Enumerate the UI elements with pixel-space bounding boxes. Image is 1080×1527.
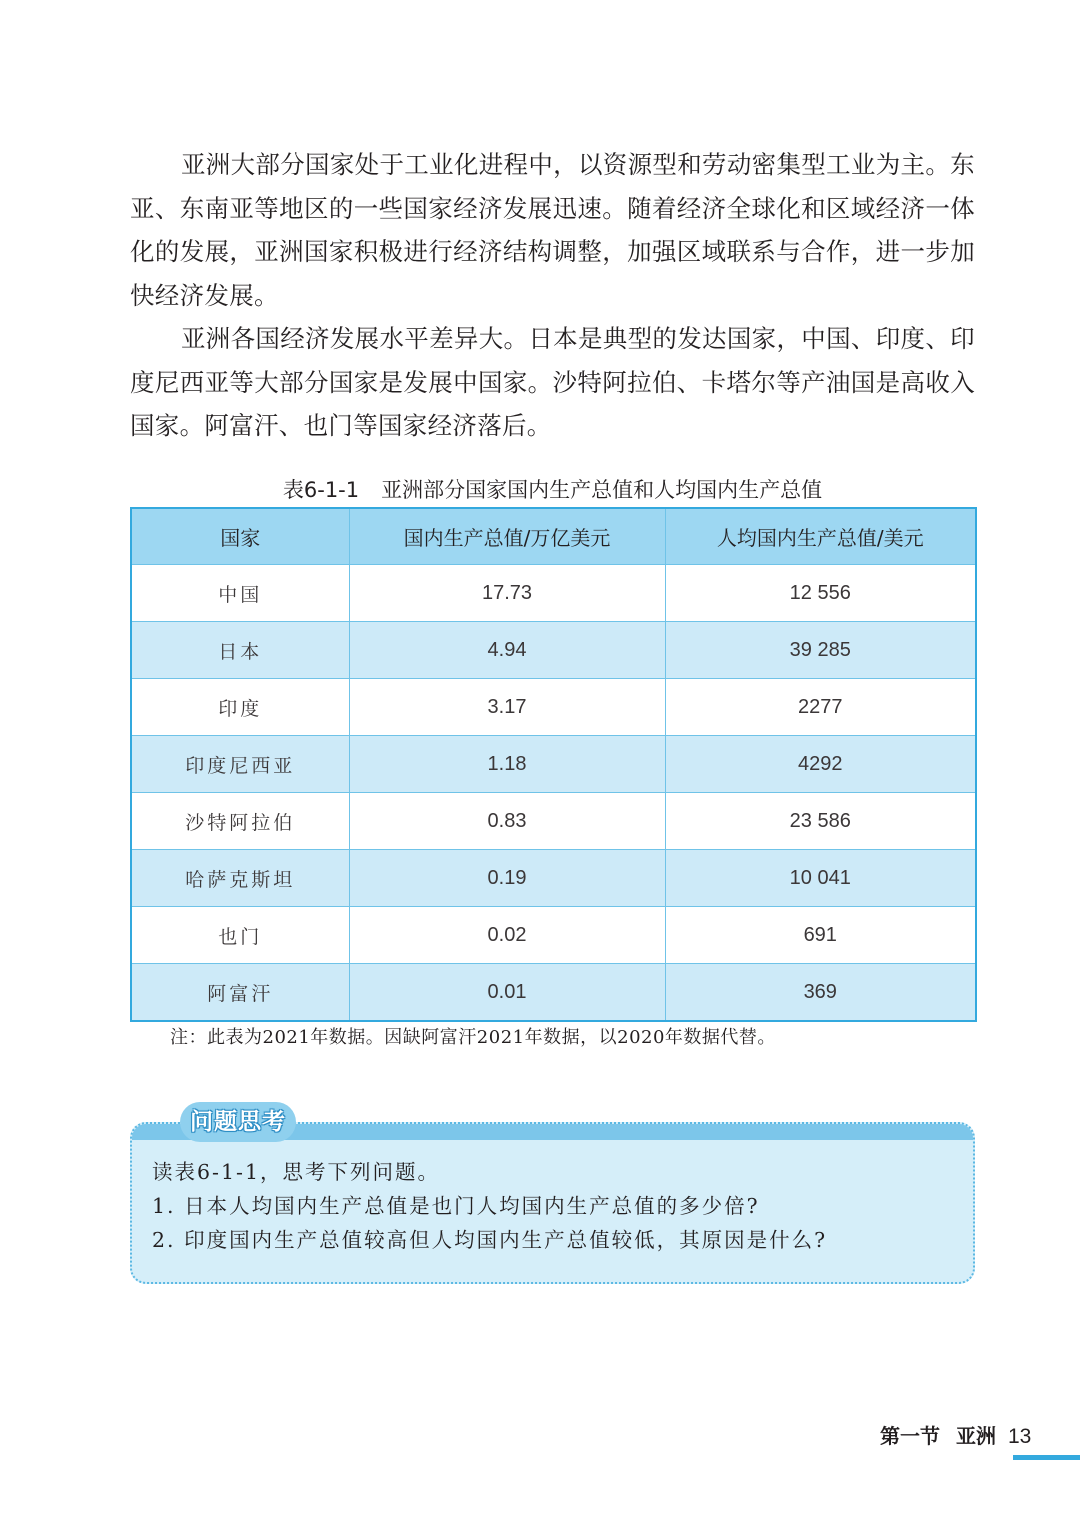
- think-tag: 问题思考: [180, 1102, 296, 1142]
- page-number: 13: [1008, 1425, 1032, 1448]
- cell-gdp: 4.94: [349, 622, 665, 679]
- table-row: [131, 964, 976, 1022]
- table-row: [131, 679, 976, 736]
- table-note: 注：此表为2021年数据。因缺阿富汗2021年数据，以2020年数据代替。: [170, 1027, 776, 1048]
- table-caption-number: 表6-1-1: [282, 478, 360, 502]
- think-question-2: 2. 印度国内生产总值较高但人均国内生产总值较低，其原因是什么?: [152, 1228, 828, 1252]
- table-row: [131, 622, 976, 679]
- cell-country: 也门: [131, 907, 349, 964]
- cell-gdp-per-capita: 369: [665, 964, 976, 1022]
- cell-gdp: 0.83: [349, 793, 665, 850]
- gdp-table: [130, 507, 977, 1022]
- table-row: [131, 565, 976, 622]
- body-paragraph-1: 亚洲大部分国家处于工业化进程中，以资源型和劳动密集型工业为主。东亚、东南亚等地区的一些国家经济发展迅速。随着经济全球化和区域经济一体化的发展，亚洲国家积极进行经济结构调整，加强区域联系与合作，进一步加快经济发展。: [130, 150, 975, 310]
- cell-country: 沙特阿拉伯: [131, 793, 349, 850]
- cell-gdp-per-capita: 2277: [665, 679, 976, 736]
- table-row: [131, 793, 976, 850]
- cell-gdp: 0.19: [349, 850, 665, 907]
- cell-country: 阿富汗: [131, 964, 349, 1022]
- cell-gdp-per-capita: 4292: [665, 736, 976, 793]
- think-intro: 读表6-1-1，思考下列问题。: [152, 1160, 440, 1184]
- header-gdp-per-capita: 人均国内生产总值/美元: [665, 508, 976, 565]
- cell-country: 哈萨克斯坦: [131, 850, 349, 907]
- think-question-1: 1. 日本人均国内生产总值是也门人均国内生产总值的多少倍?: [152, 1194, 760, 1218]
- table-header-row: [131, 508, 976, 565]
- cell-gdp: 0.01: [349, 964, 665, 1022]
- footer-accent-bar: [1013, 1455, 1080, 1460]
- body-paragraph-2: 亚洲各国经济发展水平差异大。日本是典型的发达国家，中国、印度、印度尼西亚等大部分国家是发展中国家。沙特阿拉伯、卡塔尔等产油国是高收入国家。阿富汗、也门等国家经济落后。: [130, 324, 975, 440]
- cell-country: 印度尼西亚: [131, 736, 349, 793]
- cell-gdp-per-capita: 23 586: [665, 793, 976, 850]
- think-questions: [152, 1155, 962, 1257]
- page-footer: [880, 1420, 1031, 1453]
- footer-section: 第一节: [880, 1424, 940, 1448]
- cell-gdp-per-capita: 12 556: [665, 565, 976, 622]
- header-gdp: 国内生产总值/万亿美元: [349, 508, 665, 565]
- table-row: [131, 850, 976, 907]
- cell-country: 中国: [131, 565, 349, 622]
- header-country: 国家: [131, 508, 349, 565]
- cell-gdp-per-capita: 10 041: [665, 850, 976, 907]
- table-row: [131, 907, 976, 964]
- cell-gdp: 3.17: [349, 679, 665, 736]
- cell-gdp-per-capita: 691: [665, 907, 976, 964]
- cell-gdp: 0.02: [349, 907, 665, 964]
- cell-gdp-per-capita: 39 285: [665, 622, 976, 679]
- cell-gdp: 1.18: [349, 736, 665, 793]
- table-caption: [130, 474, 975, 506]
- cell-gdp: 17.73: [349, 565, 665, 622]
- footer-title: 亚洲: [956, 1424, 996, 1448]
- cell-country: 日本: [131, 622, 349, 679]
- cell-country: 印度: [131, 679, 349, 736]
- table-caption-title: 亚洲部分国家国内生产总值和人均国内生产总值: [381, 478, 823, 502]
- table-row: [131, 736, 976, 793]
